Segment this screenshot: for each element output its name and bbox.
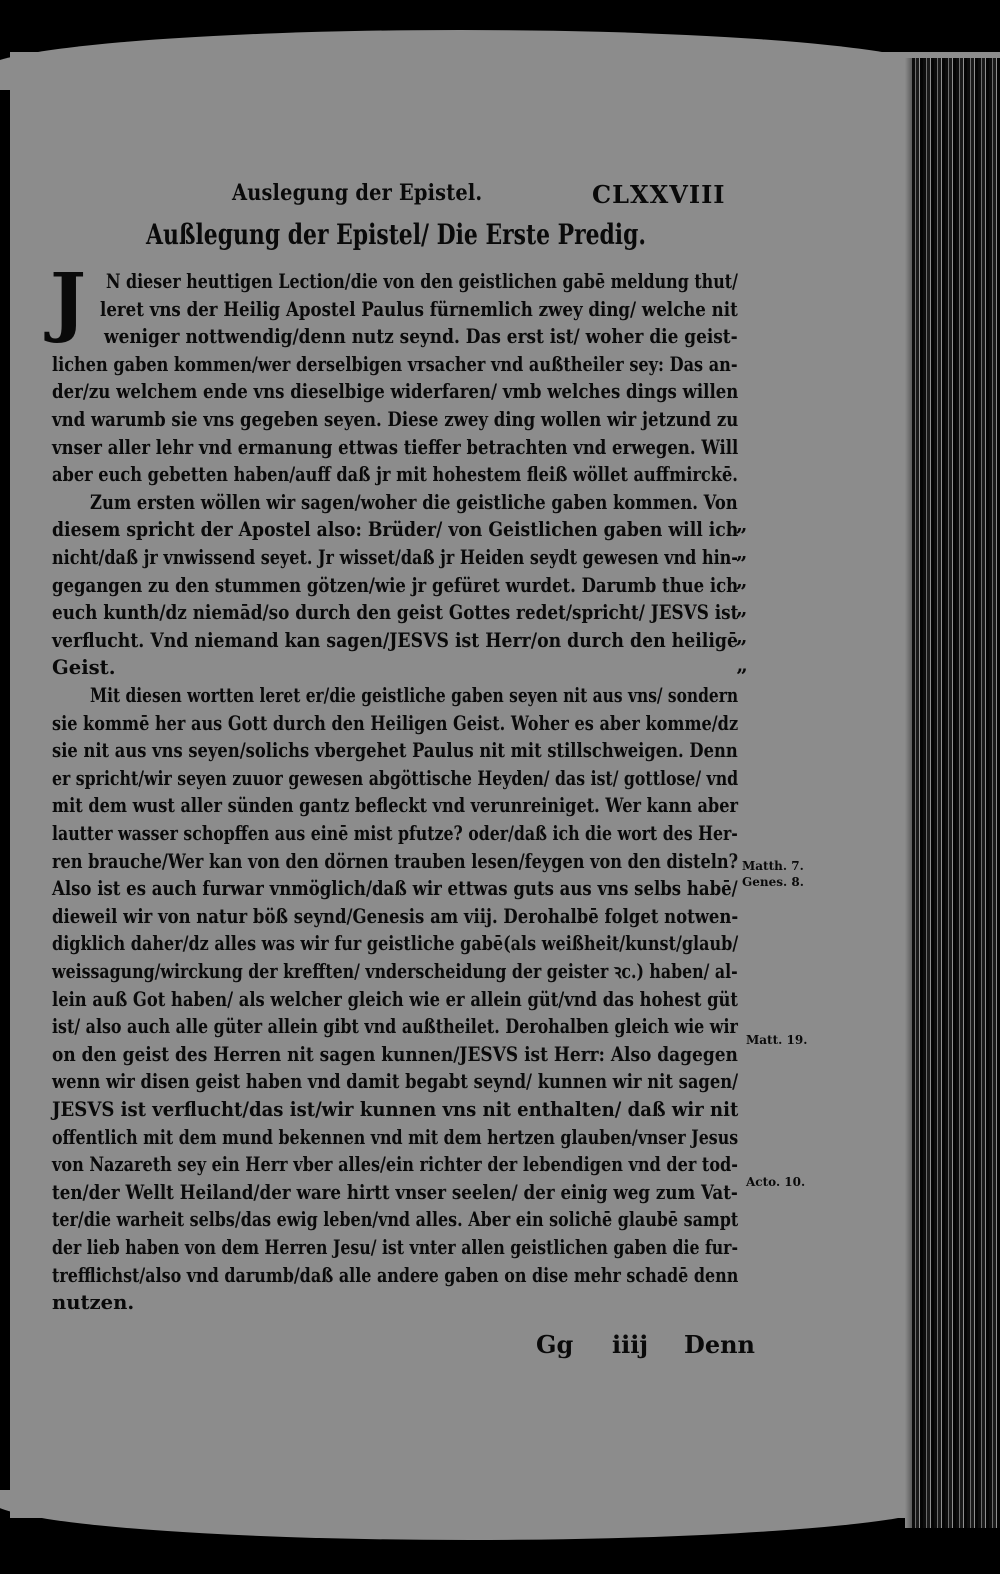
quote-mark: ”: [736, 664, 748, 688]
page-fore-edge: [912, 58, 1000, 1528]
text-line: ist/ also auch alle güter allein gibt vnd außtheilet. Derohalben gleich wie wir: [52, 1015, 738, 1039]
quote-mark: „: [736, 596, 748, 620]
text-line: lautter wasser schopffen aus einē mist pfutze? oder/daß ich die wort des Her-: [52, 822, 738, 845]
text-line: der/zu welchem ende vns dieselbige widerfaren/ vmb welches dings willen: [52, 380, 739, 404]
text-line: euch kunth/dz niemād/so durch den geist Gottes redet/spricht/ JESVS ist: [52, 601, 739, 625]
signature-mark: Gg: [536, 1330, 574, 1359]
text-line: vnd warumb sie vns gegeben seyen. Diese zwey ding wollen wir jetzund zu: [52, 408, 739, 431]
text-line: verflucht. Vnd niemand kan sagen/JESVS ist Herr/on durch den heiligē: [52, 628, 738, 652]
margin-note: Acto. 10.: [746, 1175, 806, 1189]
text-line: Geist.: [52, 656, 116, 680]
running-title: Auslegung der Epistel.: [232, 180, 483, 206]
page-title: Außlegung der Epistel/ Die Erste Predig.: [146, 218, 647, 251]
folio-number: CLXXVIII: [592, 180, 726, 209]
text-line: er spricht/wir seyen zuuor gewesen abgöttische Heyden/ das ist/ gottlose/ vnd: [52, 766, 739, 790]
text-line: digklich daher/dz alles was wir fur geistliche gabē(als weißheit/kunst/glaub/: [52, 932, 739, 956]
quote-mark: „: [736, 540, 748, 564]
text-line: diesem spricht der Apostel also: Brüder/ von Geistlichen gaben will ich: [52, 518, 739, 542]
text-line: gegangen zu den stummen götzen/wie jr gefüret wurdet. Darumb thue ich: [52, 573, 739, 597]
margin-note: Genes. 8.: [742, 875, 804, 889]
page-left-edge: [0, 0, 10, 1574]
text-line: aber euch gebetten haben/auff daß jr mit hohestem fleiß wöllet auffmirckē.: [52, 463, 738, 487]
text-line: leret vns der Heilig Apostel Paulus fürnemlich zwey ding/ welche nit: [100, 297, 738, 321]
signature-number: iiij: [612, 1330, 649, 1359]
text-line: weniger nottwendig/denn nutz seynd. Das erst ist/ woher die geist-: [104, 325, 738, 349]
quote-mark: „: [736, 512, 748, 536]
text-line: dieweil wir von natur böß seynd/Genesis am viij. Derohalbē folget notwen-: [52, 904, 739, 928]
text-line: N dieser heuttigen Lection/die von den geistlichen gabē meldung thut/: [106, 270, 738, 293]
text-line: Mit diesen wortten leret er/die geistliche gaben seyen nit aus vns/ sondern: [90, 684, 739, 707]
text-line: ten/der Wellt Heiland/der ware hirtt vnser seelen/ der einig weg zum Vat-: [52, 1180, 738, 1204]
quote-mark: „: [736, 624, 748, 648]
drop-cap-initial: J: [50, 256, 86, 345]
text-line: Zum ersten wöllen wir sagen/woher die geistliche gaben kommen. Von: [90, 490, 738, 514]
text-line: sie nit aus vns seyen/solichs vbergehet Paulus nit mit stillschweigen. Denn: [52, 739, 738, 763]
text-line: von Nazareth sey ein Herr vber alles/ein richter der lebendigen vnd der tod-: [52, 1153, 738, 1177]
text-line: offentlich mit dem mund bekennen vnd mit dem hertzen glauben/vnser Jesus: [52, 1125, 739, 1149]
text-line: nutzen.: [52, 1291, 135, 1315]
catchword: Denn: [684, 1330, 755, 1359]
text-line: nicht/daß jr vnwissend seyet. Jr wisset/daß jr Heiden seydt gewesen vnd hin-: [52, 546, 738, 569]
text-line: ter/die warheit selbs/das ewig leben/vnd alles. Aber ein solichē glaubē sampt: [52, 1208, 739, 1232]
text-line: lein auß Got haben/ als welcher gleich wie er allein güt/vnd das hohest güt: [52, 987, 738, 1011]
text-line: wenn wir disen geist haben vnd damit begabt seynd/ kunnen wir nit sagen/: [52, 1070, 739, 1094]
quote-mark: „: [736, 568, 748, 592]
text-line: JESVS ist verflucht/das ist/wir kunnen vns nit enthalten/ daß wir nit: [52, 1098, 739, 1121]
text-line: vnser aller lehr vnd ermanung ettwas tieffer betrachten vnd erwegen. Will: [52, 435, 739, 459]
text-line: on den geist des Herren nit sagen kunnen/JESVS ist Herr: Also dagegen: [52, 1042, 738, 1066]
text-line: der lieb haben von dem Herren Jesu/ ist vnter allen geistlichen gaben die fur-: [52, 1236, 739, 1259]
text-line: ren brauche/Wer kan von den dörnen trauben lesen/feygen von den disteln?: [52, 849, 739, 873]
text-line: lichen gaben kommen/wer derselbigen vrsacher vnd außtheiler sey: Das an-: [52, 352, 738, 376]
margin-note: Matth. 7.: [742, 859, 804, 873]
text-line: Also ist es auch furwar vnmöglich/daß wir ettwas guts aus vns selbs habē/: [52, 877, 738, 901]
text-line: trefflichst/also vnd darumb/daß alle andere gaben on dise mehr schadē denn: [52, 1263, 739, 1287]
text-line: sie kommē her aus Gott durch den Heiligen Geist. Woher es aber komme/dz: [52, 711, 739, 735]
margin-note: Matt. 19.: [746, 1033, 808, 1047]
text-line: mit dem wust aller sünden gantz befleckt vnd verunreiniget. Wer kann aber: [52, 794, 739, 818]
text-line: weissagung/wirckung der krefften/ vnderscheidung der geister ꝛc.) haben/ al-: [52, 960, 738, 983]
